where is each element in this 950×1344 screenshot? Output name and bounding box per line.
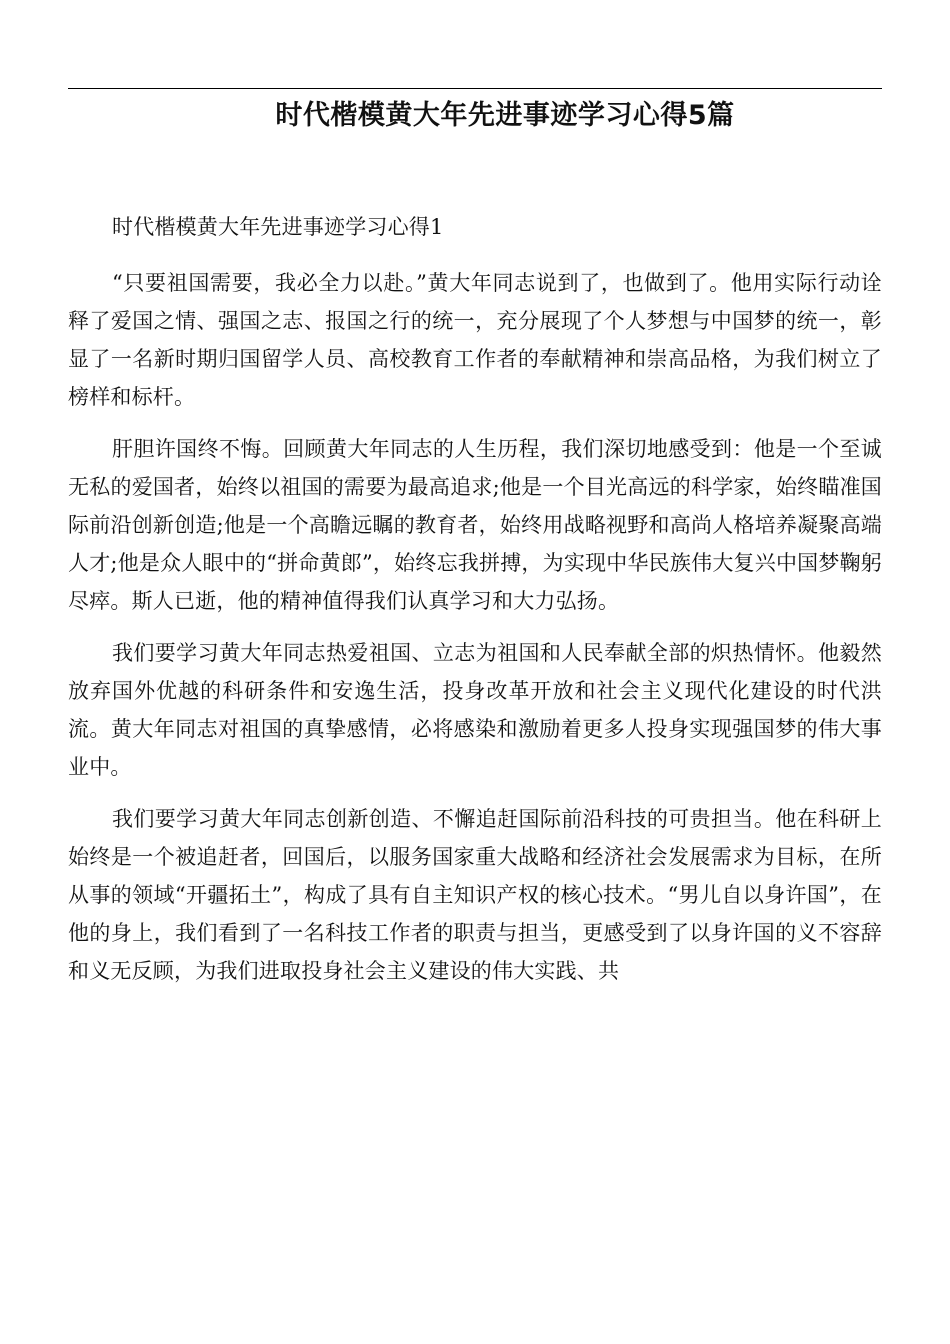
paragraph-4: 我们要学习黄大年同志创新创造、不懈追赶国际前沿科技的可贵担当。他在科研上始终是一个被追赶者，回国后，以服务国家重大战略和经济社会发展需求为目标，在所从事的领域“开疆拓土”，构成了具有自主知识产权的核心技术。“男儿自以身许国”，在他的身上，我们看到了一名科技工作者的职责与担当，更感受到了以身许国的义不容辞和义无反顾，为我们进取投身社会主义建设的伟大实践、共: [68, 807, 882, 983]
paragraph-1: “只要祖国需要，我必全力以赴。”黄大年同志说到了，也做到了。他用实际行动诠释了爱国之情、强国之志、报国之行的统一，充分展现了个人梦想与中国梦的统一，彰显了一名新时期归国留学人员、高校教育工作者的奉献精神和崇高品格，为我们树立了榜样和标杆。: [68, 271, 882, 409]
document-body: [68, 208, 882, 1004]
paragraph-2: 肝胆许国终不悔。回顾黄大年同志的人生历程，我们深切地感受到：他是一个至诚无私的爱国者，始终以祖国的需要为最高追求;他是一个目光高远的科学家，始终瞄准国际前沿创新创造;他是一个高瞻远瞩的教育者，始终用战略视野和高尚人格培养凝聚高端人才;他是众人眼中的“拼命黄郎”，始终忘我拼搏，为实现中华民族伟大复兴中国梦鞠躬尽瘁。斯人已逝，他的精神值得我们认真学习和大力弘扬。: [68, 437, 882, 613]
document-title: 时代楷模黄大年先进事迹学习心得5篇: [275, 100, 735, 131]
header-rule: [68, 88, 882, 89]
section-heading: 时代楷模黄大年先进事迹学习心得1: [112, 215, 444, 239]
paragraph-3: 我们要学习黄大年同志热爱祖国、立志为祖国和人民奉献全部的炽热情怀。他毅然放弃国外优越的科研条件和安逸生活，投身改革开放和社会主义现代化建设的时代洪流。黄大年同志对祖国的真挚感情，必将感染和激励着更多人投身实现强国梦的伟大事业中。: [68, 641, 882, 779]
